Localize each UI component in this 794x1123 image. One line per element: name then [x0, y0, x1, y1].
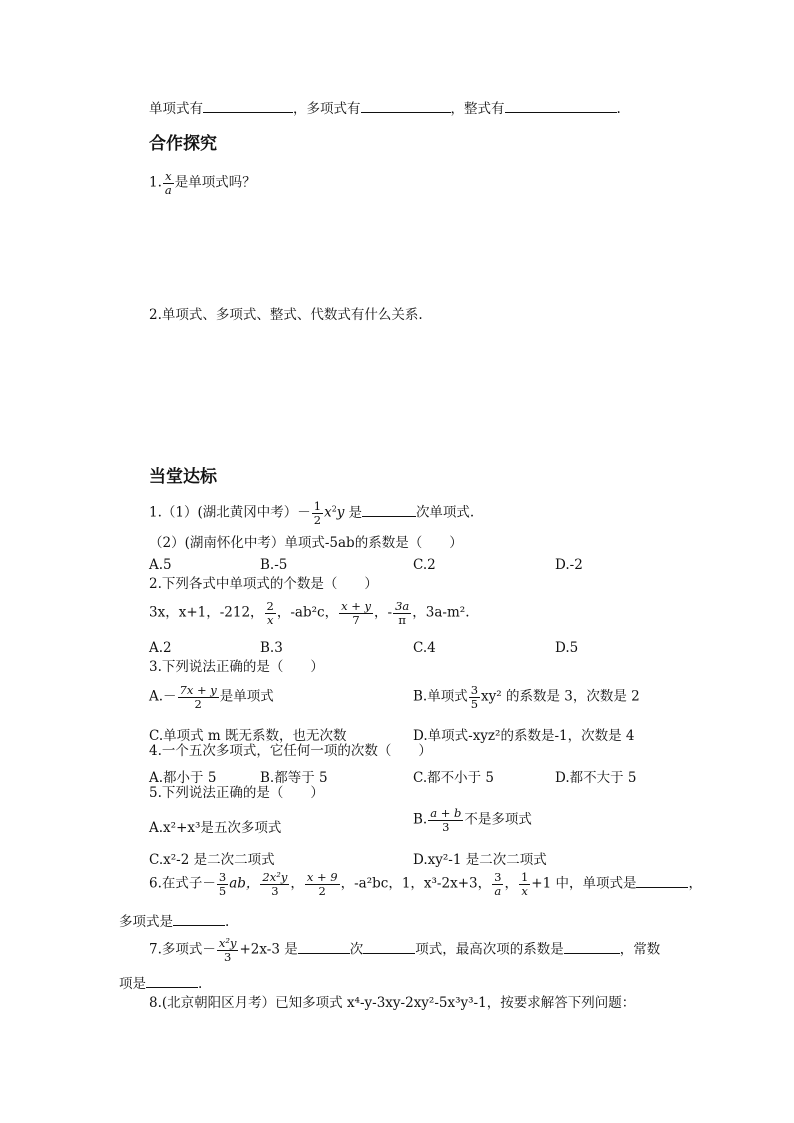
polynomial-label: ，多项式有: [293, 101, 361, 117]
q1-option-b[interactable]: B.-5: [260, 557, 288, 573]
monomial-label: 单项式有: [149, 101, 203, 117]
q2-option-c[interactable]: C.4: [413, 640, 436, 656]
q1-option-d[interactable]: D.-2: [555, 557, 583, 573]
q5-option-d[interactable]: D.xy²-1 是二次二项式: [413, 852, 547, 868]
blank-terms-q7[interactable]: [363, 942, 415, 954]
practice-q6-line2: 多项式是 .: [119, 914, 230, 930]
q4-option-b[interactable]: B.都等于 5: [260, 770, 328, 786]
blank-monomial[interactable]: [203, 101, 293, 113]
practice-q6: 6.在式子－ $\frac{3}{5}$ ab， $\frac{\text{2x²y}}{3}$ ， $\frac{x + 9}{2}$ ，-a²bc，1，x³-2x+3， $\frac{3}{a}$ ， $\frac{1}{x}$ +1 中，单项式是 ，: [149, 870, 702, 898]
q2-option-d[interactable]: D.5: [555, 640, 579, 656]
q1-option-a[interactable]: A.5: [149, 557, 172, 573]
integral-label: ，整式有: [450, 101, 505, 117]
explore-q1: [149, 170, 256, 196]
q4-option-a[interactable]: A.都小于 5: [149, 770, 217, 786]
q3-option-d[interactable]: D.单项式-xyz²的系数是-1，次数是 4: [413, 728, 635, 744]
top-fill-line: [149, 101, 621, 117]
q4-option-c[interactable]: C.都不小于 5: [413, 770, 495, 786]
q5-option-c[interactable]: C.x²-2 是二次二项式: [149, 852, 275, 868]
practice-q1b: （2）(湖南怀化中考）单项式-5ab的系数是（ ）: [149, 535, 463, 551]
practice-q2-stem: 2.下列各式中单项式的个数是（ ）: [149, 576, 378, 592]
section-title-explore: 合作探究: [149, 134, 217, 154]
q5-option-a[interactable]: A.x²+x³是五次多项式: [149, 820, 282, 836]
practice-q5-stem: 5.下列说法正确的是（ ）: [149, 785, 324, 801]
q3-option-a[interactable]: A.－ $\frac{7x + y}{2}$ 是单项式: [149, 683, 274, 711]
q1a-prefix: 1.（1）(湖北黄冈中考）: [149, 504, 298, 521]
q3-option-c[interactable]: C.单项式 m 既无系数，也无次数: [149, 728, 347, 744]
explore-q2: 2.单项式、多项式、整式、代数式有什么关系.: [149, 307, 423, 323]
blank-degree-q7[interactable]: [298, 942, 350, 954]
blank-coefficient-q7[interactable]: [564, 942, 620, 954]
blank-degree[interactable]: [362, 505, 416, 517]
blank-polynomial[interactable]: [361, 101, 451, 113]
practice-q2-exprs: 3x，x+1，-212， $\frac{2}{x}$ ，-ab²c， $\frac{x + y}{7}$ ，- $\frac{3a}{\pi}$ ，3a-m².: [149, 599, 470, 627]
fraction-x-over-a: $\frac{x}{a}$: [164, 169, 172, 197]
q2-option-b[interactable]: B.3: [260, 640, 283, 656]
practice-q7-line2: 项是 .: [119, 976, 203, 992]
period: .: [616, 101, 621, 117]
q3-option-b[interactable]: B.单项式 $\frac{3}{5}$ xy² 的系数是 3，次数是 2: [413, 683, 640, 711]
q5-option-b[interactable]: B. $\frac{a + b}{3}$ 不是多项式: [413, 806, 532, 834]
practice-q8: 8.(北京朝阳区月考）已知多项式 x⁴-y-3xy-2xy²-5x³y³-1，按要求解答下列问题：: [149, 995, 636, 1011]
blank-integral[interactable]: [505, 101, 617, 113]
fraction-half: $\frac{1}{2}$: [313, 499, 322, 527]
section-title-practice: 当堂达标: [149, 467, 217, 487]
blank-monomials[interactable]: [636, 876, 688, 888]
blank-constant-q7[interactable]: [146, 976, 198, 988]
practice-q7: 7.多项式－ $\frac{\text{x²y}}{3}$ +2x-3 是 次 项式，最高次项的系数是 ，常数: [149, 936, 661, 964]
q1-prefix: 1.: [149, 174, 162, 191]
practice-q3-stem: 3.下列说法正确的是（ ）: [149, 659, 324, 675]
blank-polynomials[interactable]: [173, 914, 225, 926]
q2-option-a[interactable]: A.2: [149, 640, 172, 656]
practice-q4-stem: 4.一个五次多项式，它任何一项的次数（ ）: [149, 743, 432, 759]
q1-option-c[interactable]: C.2: [413, 557, 436, 573]
practice-q1a: 1.（1）(湖北黄冈中考）－ $\frac{1}{2}$ $x^2y$ 是 次单项式.: [149, 499, 475, 527]
q1-text: 是单项式吗？: [174, 174, 256, 191]
q4-option-d[interactable]: D.都不大于 5: [555, 770, 637, 786]
